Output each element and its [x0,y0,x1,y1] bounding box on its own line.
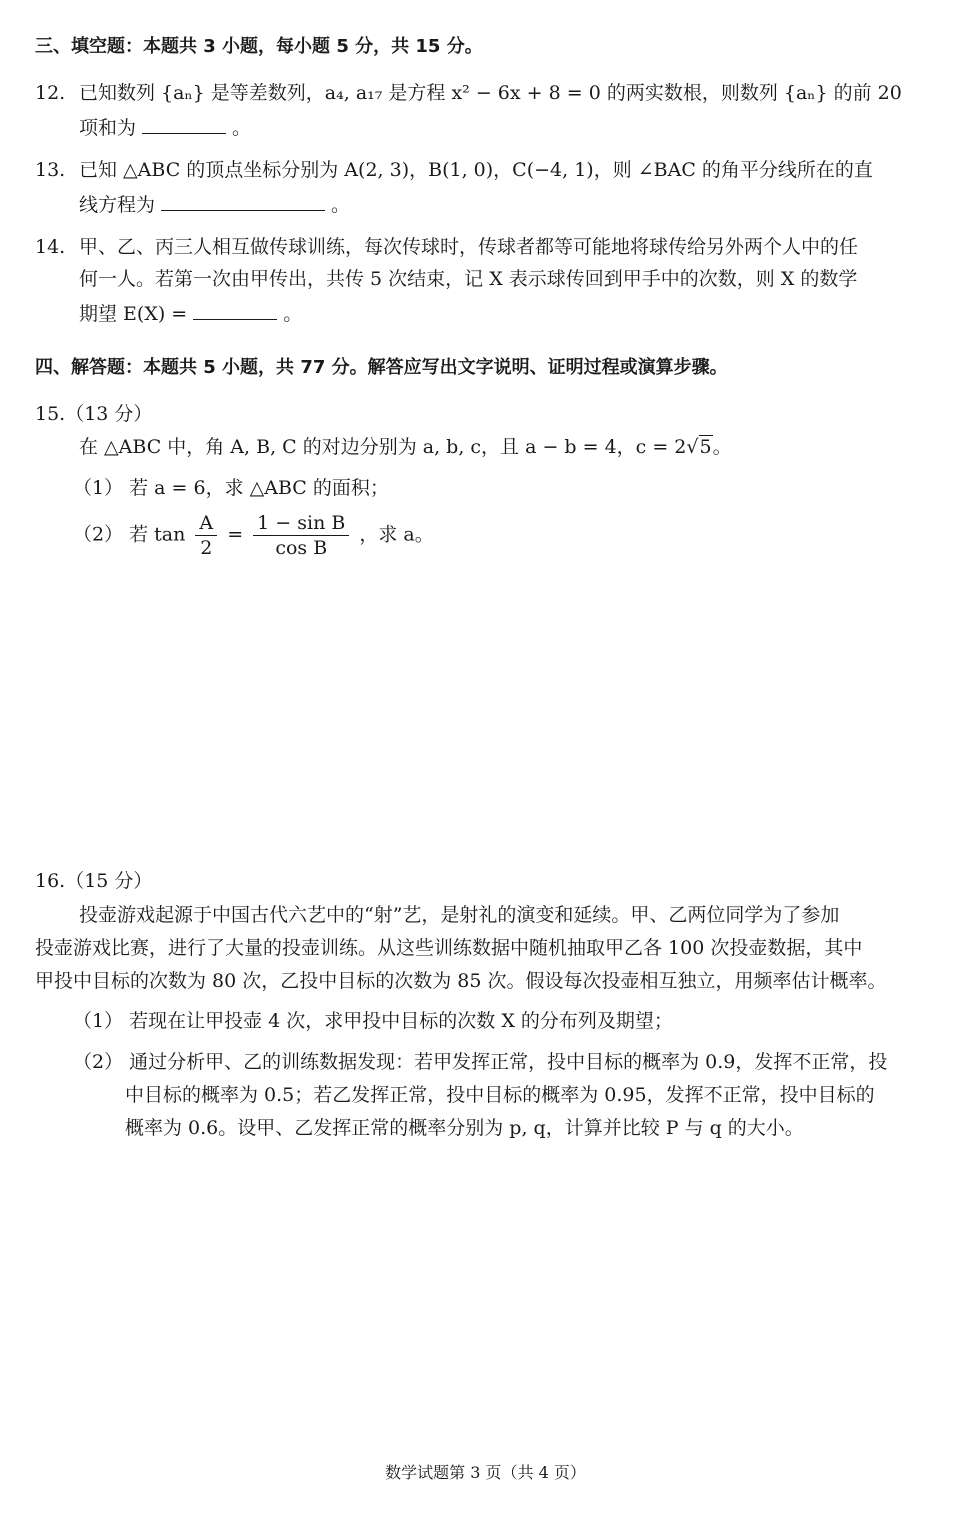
question-14-text-3: 期望 E(X) = [79,303,188,325]
question-15-part-2-end: ，求 a。 [359,523,434,546]
question-16-paragraph-line-2: 投壶游戏比赛，进行了大量的投壶训练。从这些训练数据中随机抽取甲乙各 100 次投壶数据，其中 [35,937,863,959]
question-14-line-2: 何一人。若第一次由甲传出，共传 5 次结束，记 X 表示球传回到甲手中的次数，则 X 的数学 [79,268,858,290]
question-16-part-1: （1） 若现在让甲投壶 4 次，求甲投中目标的次数 X 的分布列及期望； [73,1010,673,1032]
question-16-paragraph-line-1: 投壶游戏起源于中国古代六艺中的“射”艺，是射礼的演变和延续。甲、乙两位同学为了参加 [79,904,840,926]
section-4-heading: 四、解答题：本题共 5 小题，共 77 分。解答应写出文字说明、证明过程或演算步骤。 [35,357,728,378]
question-12-line-2 [79,113,251,141]
question-16-part-2-line-1: （2） 通过分析甲、乙的训练数据发现：若甲发挥正常，投中目标的概率为 0.9，发挥不正常，投 [73,1051,888,1073]
question-15-header: 15.（13 分） [35,403,153,425]
question-13-text-1: 已知 △ABC 的顶点坐标分别为 A(2, 3)，B(1, 0)，C(−4, 1)，则 ∠BAC 的角平分线所在的直 [79,159,873,181]
question-15-stem-text: 在 △ABC 中，角 A, B, C 的对边分别为 a, b, c，且 a − b = 4，c = 2 [79,436,687,458]
question-14-number: 14. [35,236,66,258]
question-16-part-2-line-2: 中目标的概率为 0.5；若乙发挥正常，投中目标的概率为 0.95，发挥不正常，投中目标的 [125,1084,875,1106]
question-15-part-1: （1） 若 a = 6，求 △ABC 的面积； [73,477,389,499]
question-14-answer-blank [193,299,277,320]
sqrt-radicand: 5 [699,436,712,458]
question-16-part-2-line-3: 概率为 0.6。设甲、乙发挥正常的概率分别为 p, q，计算并比较 P 与 q 的大小。 [125,1117,804,1139]
fraction-denominator: cos B [275,537,328,559]
question-12-number: 12. [35,82,66,104]
question-13-period: 。 [331,194,351,216]
question-12-text-2: 项和为 [79,117,137,139]
question-13-number: 13. [35,159,66,181]
fraction-denominator: 2 [200,537,213,559]
question-12-text-1: 已知数列 {aₙ} 是等差数列，a₄, a₁₇ 是方程 x² − 6x + 8 = 0 的两实数根，则数列 {aₙ} 的前 20 [79,82,902,104]
question-16-header: 16.（15 分） [35,870,153,892]
question-12-period: 。 [232,117,252,139]
question-13-line-2 [79,190,350,218]
question-14-text-1: 甲、乙、丙三人相互做传球训练，每次传球时，传球者都等可能地将球传给另外两个人中的任 [79,236,859,258]
question-13-line-1 [35,157,873,183]
fraction-sin-over-cos [253,511,349,560]
question-12-answer-blank [142,113,226,134]
equals-sign: = [227,523,244,546]
question-15-stem [79,434,732,460]
fraction-numerator: A [195,511,217,536]
question-13-text-2: 线方程为 [79,194,156,216]
page-footer: 数学试题第 3 页（共 4 页） [385,1463,586,1482]
fraction-a-over-2 [195,511,217,560]
sqrt-symbol: √5 [686,436,712,458]
question-15-stem-period: 。 [712,436,732,458]
question-13-answer-blank [161,190,325,211]
question-12-line-1 [35,80,902,106]
question-14-period: 。 [283,303,303,325]
question-14-line-1 [35,234,858,260]
question-16-paragraph-line-3: 甲投中目标的次数为 80 次，乙投中目标的次数为 85 次。假设每次投壶相互独立，用频率估计概率。 [35,970,887,992]
question-15-part-2 [73,511,434,560]
question-15-part-2-text: （2） 若 tan [73,523,186,546]
fraction-numerator: 1 − sin B [253,511,349,536]
section-3-heading: 三、填空题：本题共 3 小题，每小题 5 分，共 15 分。 [35,36,483,57]
question-14-line-3 [79,299,302,327]
